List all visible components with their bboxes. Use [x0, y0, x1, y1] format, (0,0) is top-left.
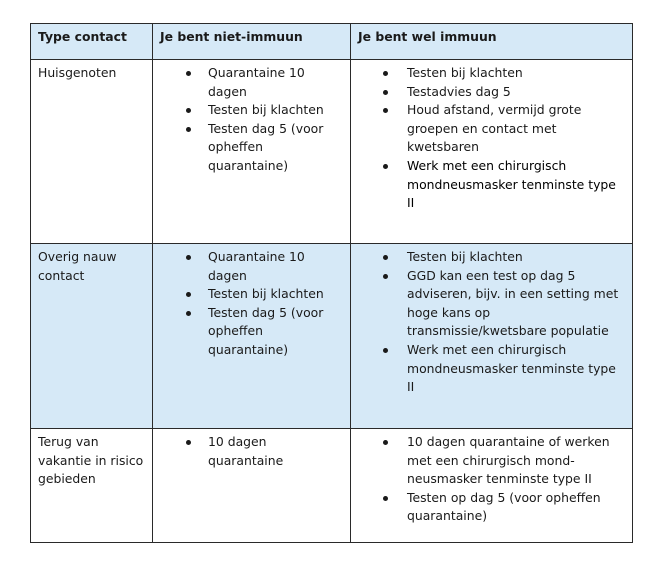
- bullet-icon: [383, 440, 388, 445]
- header-wel-immuun: Je bent wel immuun: [351, 24, 633, 60]
- cell-wel-immuun: [351, 244, 633, 429]
- cell-niet-immuun: [153, 244, 351, 429]
- list-item-text: Quarantaine 10 dagen: [208, 65, 305, 99]
- list-item-text: Houd afstand, vermijd grote groepen en contact met kwetsbaren: [407, 102, 582, 155]
- list-item-text: Testen bij klachten: [208, 102, 324, 118]
- advice-list: [358, 433, 626, 526]
- list-item: [358, 101, 626, 157]
- list-item-text: Werk met een chirurgisch mondneusmasker tenminste type II: [407, 157, 616, 211]
- list-item-text: 10 dagen quarantaine: [208, 434, 284, 468]
- list-item: [358, 489, 626, 526]
- bullet-icon: [383, 274, 388, 279]
- advice-list: [160, 433, 344, 470]
- list-item-text: Testen bij klachten: [208, 286, 324, 302]
- bullet-icon: [186, 311, 191, 316]
- table-row: [31, 429, 633, 543]
- list-item: [358, 157, 626, 213]
- bullet-icon: [383, 90, 388, 95]
- list-item: [160, 433, 344, 470]
- bullet-icon: [186, 292, 191, 297]
- list-item: [160, 285, 344, 304]
- list-item: [358, 64, 626, 83]
- advice-list: [358, 248, 626, 397]
- list-item: [358, 433, 626, 489]
- cell-wel-immuun: [351, 60, 633, 244]
- list-item-text: Werk met een chirurgisch mondneusmasker tenminste type II: [407, 341, 616, 395]
- bullet-icon: [186, 255, 191, 260]
- cell-wel-immuun: [351, 429, 633, 543]
- list-item: [160, 101, 344, 120]
- list-item-text: 10 dagen quarantaine of werken met een chirurgisch mond-neusmasker tenminste type II: [407, 434, 610, 487]
- list-item-text: GGD kan een test op dag 5 adviseren, bijv. in een setting met hoge kans op transmissie/kwetsbare populatie: [407, 267, 619, 339]
- bullet-icon: [186, 440, 191, 445]
- bullet-icon: [186, 71, 191, 76]
- list-item-text: Testen bij klachten: [407, 249, 523, 264]
- list-item: [358, 248, 626, 267]
- list-item: [358, 267, 626, 341]
- bullet-icon: [383, 71, 388, 76]
- bullet-icon: [383, 348, 388, 353]
- list-item: [358, 83, 626, 102]
- header-niet-immuun: Je bent niet-immuun: [153, 24, 351, 60]
- advice-list: [160, 64, 344, 176]
- row-label-overig-nauw-contact: Overig nauw contact: [31, 244, 153, 429]
- table-row: [31, 244, 633, 429]
- table-header-row: [31, 24, 633, 60]
- list-item-text: Quarantaine 10 dagen: [208, 249, 305, 283]
- cell-niet-immuun: [153, 429, 351, 543]
- contact-advice-table: [30, 23, 633, 543]
- bullet-icon: [383, 255, 388, 260]
- list-item-text: Testen bij klachten: [407, 65, 523, 80]
- list-item: [160, 120, 344, 176]
- list-item: [358, 341, 626, 397]
- list-item: [160, 248, 344, 285]
- list-item-text: Testen dag 5 (voor opheffen quarantaine): [208, 120, 324, 173]
- list-item-text: Testadvies dag 5: [407, 83, 511, 99]
- bullet-icon: [186, 127, 191, 132]
- bullet-icon: [186, 108, 191, 113]
- list-item: [160, 64, 344, 101]
- advice-list: [160, 248, 344, 360]
- list-item-text: Testen op dag 5 (voor opheffen quarantaine): [407, 489, 601, 524]
- row-label-huisgenoten: Huisgenoten: [31, 60, 153, 244]
- list-item-text: Testen dag 5 (voor opheffen quarantaine): [208, 304, 324, 357]
- bullet-icon: [383, 164, 388, 169]
- bullet-icon: [383, 496, 388, 501]
- advice-list: [358, 64, 626, 213]
- row-label-terug-van-vakantie: Terug van vakantie in risico gebieden: [31, 429, 153, 543]
- table-row: [31, 60, 633, 244]
- cell-niet-immuun: [153, 60, 351, 244]
- list-item: [160, 304, 344, 360]
- bullet-icon: [383, 108, 388, 113]
- header-type-contact: Type contact: [31, 24, 153, 60]
